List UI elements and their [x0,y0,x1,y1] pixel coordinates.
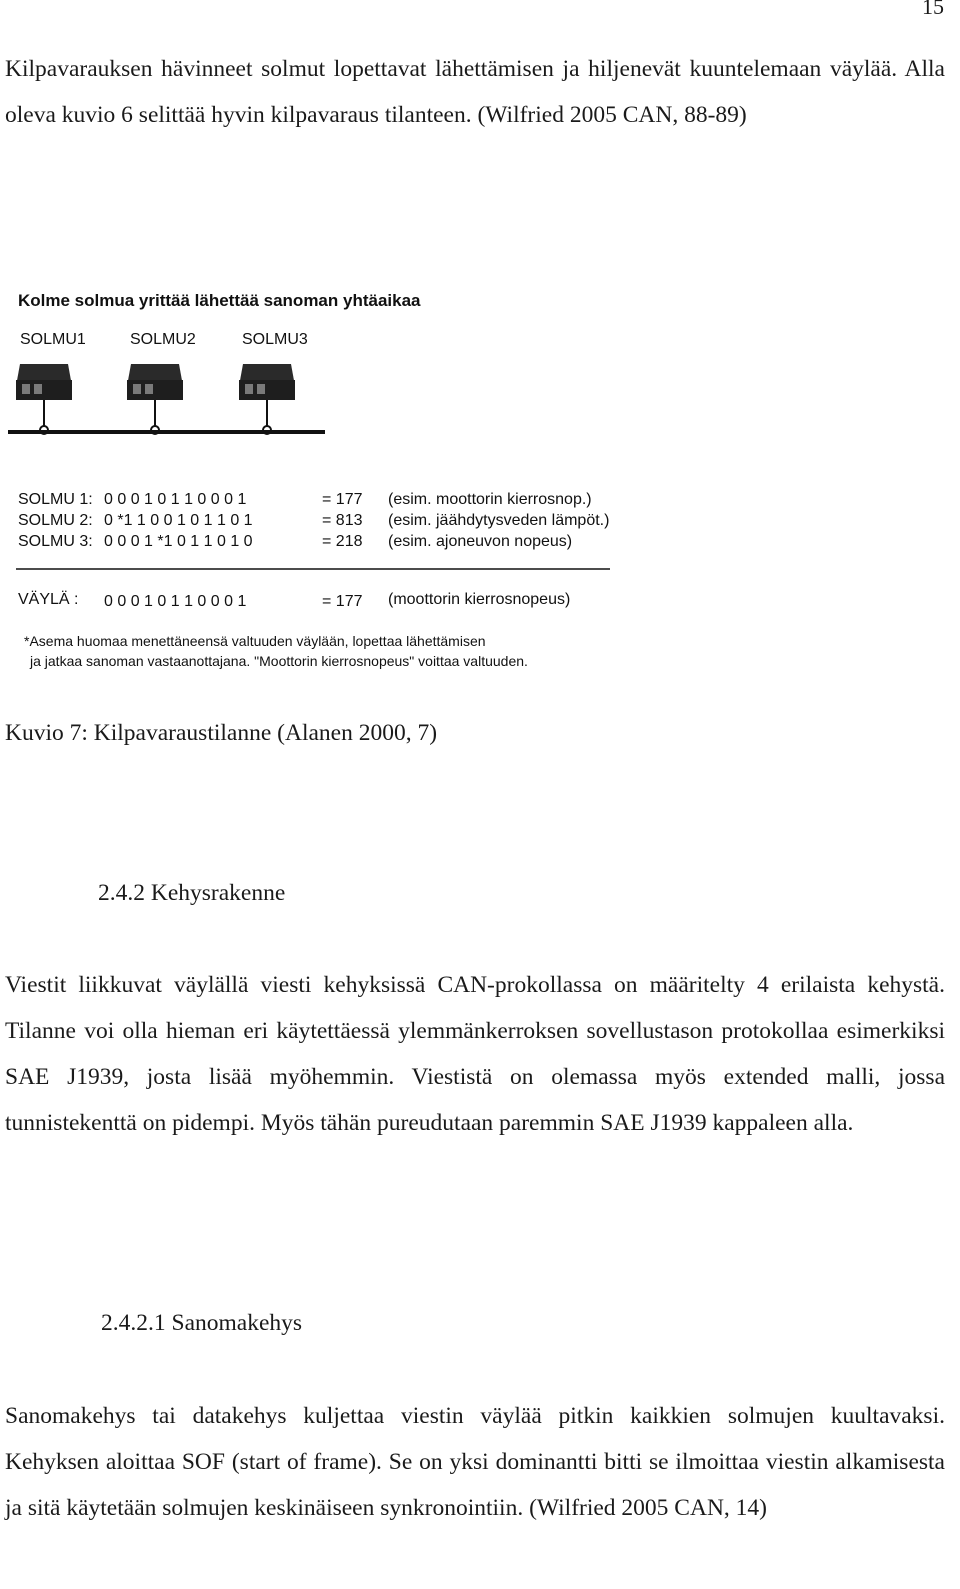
node-device-3 [239,364,295,434]
intro-paragraph: Kilpavarauksen hävinneet solmut lopettavat lähettämisen ja hiljenevät kuuntelemaan väylää. Alla oleva kuvio 6 selittää hyvin kilpavaraus tilanteen. (Wilfried 2005 CAN, 88-89) [5,56,945,128]
row-1-result: = 177 [322,491,363,508]
row-1-note: (esim. moottorin kierrosnop.) [388,491,592,508]
row-3-result: = 218 [322,533,363,550]
section-paragraph-sanomakehys: Sanomakehys tai datakehys kuljettaa viestin väylää pitkin kaikkien solmujen kuultavaksi. Kehyksen aloittaa SOF (start of frame). Se on yksi dominantti bitti se ilmoittaa viestin alkamisesta ja sitä käytetään solmujen keskinäiseen synkronointiin. (Wilfried 2005 CAN, 14) [5,1403,945,1521]
row-2-note: (esim. jäähdytysveden lämpöt.) [388,512,610,529]
node-label-2: SOLMU2 [130,331,196,348]
row-2-label: SOLMU 2: [18,512,93,529]
row-3-bits: 0 0 0 1 *1 0 1 1 0 1 0 [104,533,253,550]
figure-footnote-line-2: ja jatkaa sanoman vastaanottajana. "Moottorin kierrosnopeus" voittaa valtuuden. [30,653,528,669]
bus-row-label: VÄYLÄ : [18,591,79,608]
section-paragraph-kehysrakenne: Viestit liikkuvat väylällä viesti kehyksissä CAN-prokollassa on määritelty 4 erilaista kehystä. Tilanne voi olla hieman eri käytettäessä ylemmänkerroksen sovellustason protokollaa esimerkiksi SAE J1939, josta lisää myöhemmin. Viestistä on olemassa myös extended malli, jossa tunnistekenttä on pidempi. Myös tähän pureudutaan paremmin SAE J1939 kappaleen alla. [5,972,945,1136]
node-device-1 [16,364,72,434]
row-1-label: SOLMU 1: [18,491,93,508]
section-heading-sanomakehys: 2.4.2.1 Sanomakehys [101,1310,303,1336]
can-arbitration-figure [0,280,640,680]
node-label-3: SOLMU3 [242,331,308,348]
figure-title: Kolme solmua yrittää lähettää sanoman yhtäaikaa [18,291,421,310]
row-2-result: = 813 [322,512,363,529]
row-1-bits: 0 0 0 1 0 1 1 0 0 0 1 [104,491,247,508]
row-3-note: (esim. ajoneuvon nopeus) [388,533,573,550]
bus-row-bits: 0 0 0 1 0 1 1 0 0 0 1 [104,593,247,610]
row-2-bits: 0 *1 1 0 0 1 0 1 1 0 1 [104,512,253,529]
figure-footnote-line-1: *Asema huomaa menettäneensä valtuuden väylään, lopettaa lähettämisen [24,633,486,649]
row-3-label: SOLMU 3: [18,533,93,550]
section-heading-kehysrakenne: 2.4.2 Kehysrakenne [98,880,286,906]
bus-row-note: (moottorin kierrosnopeus) [388,591,571,608]
figure-caption: Kuvio 7: Kilpavaraustilanne (Alanen 2000, 7) [5,720,438,746]
node-label-1: SOLMU1 [20,331,86,348]
page-number: 15 [922,0,944,19]
node-device-2 [127,364,183,434]
bus-row-result: = 177 [322,593,363,610]
